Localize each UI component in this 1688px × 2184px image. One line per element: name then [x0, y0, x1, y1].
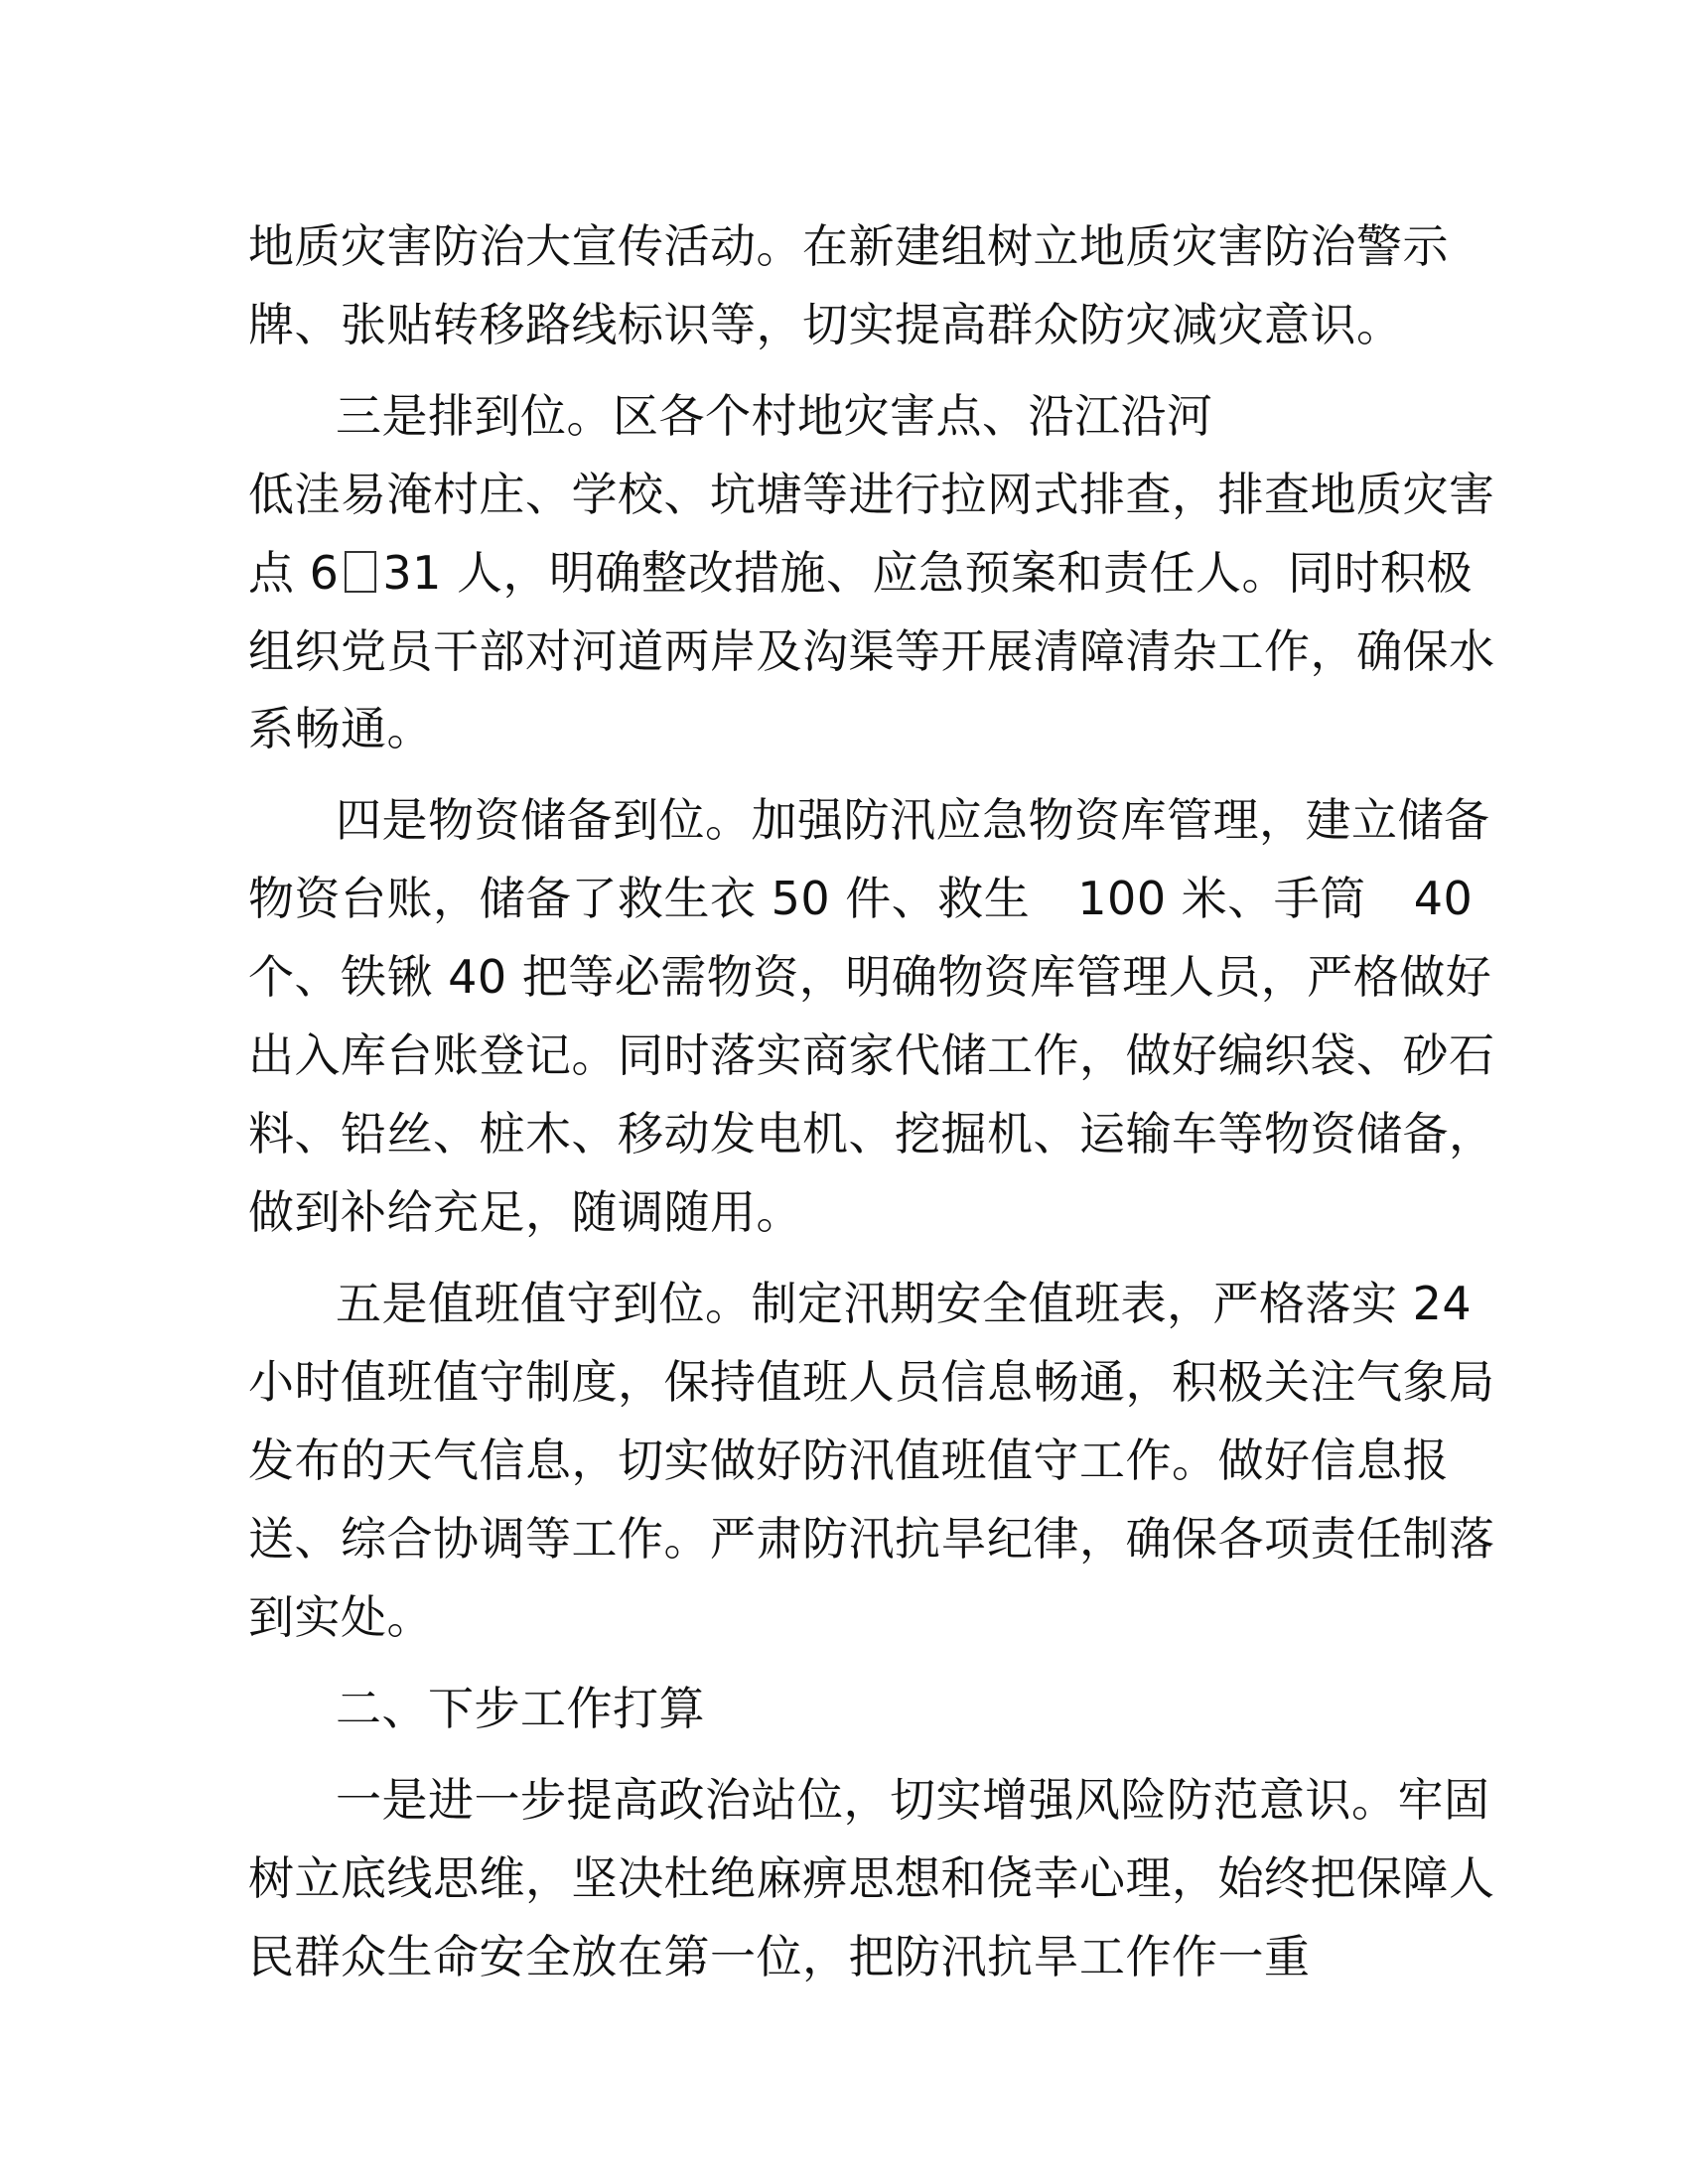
missing-glyph-box [345, 551, 376, 593]
text-fragment: 40 [1413, 872, 1474, 925]
paragraph-heading: 五是值班值守到位。制定汛期安全值班表，严格落实 24 [336, 1277, 1473, 1330]
text-line: 做到补给充足，随调随用。 [248, 1185, 802, 1239]
text-line: 系畅通。 [248, 702, 433, 755]
text-line: 民群众生命安全放在第一位，把防汛抗旱工作作一重 [248, 1930, 1311, 1983]
paragraph-heading: 三是排到位。区各个村地灾害点、沿江沿河 [336, 389, 1213, 443]
section-heading: 二、下步工作打算 [336, 1682, 705, 1735]
text-line: 送、综合协调等工作。严肃防汛抗旱纪律，确保各项责任制落 [248, 1512, 1495, 1566]
text-line [248, 871, 1473, 926]
text-line: 地质灾害防治大宣传活动。在新建组树立地质灾害防治警示 [248, 219, 1449, 273]
text-line: 组织党员干部对河道两岸及沟渠等开展清障清杂工作，确保水 [248, 624, 1495, 678]
text-line: 小时值班值守制度，保持值班人员信息畅通，积极关注气象局 [248, 1355, 1495, 1409]
text-fragment: 100 米、手筒 [1077, 872, 1366, 925]
paragraph-heading: 四是物资储备到位。加强防汛应急物资库管理，建立储备 [336, 793, 1490, 847]
text-line: 料、铅丝、桩木、移动发电机、挖掘机、运输车等物资储备， [248, 1107, 1495, 1160]
text-line: 出入库台账登记。同时落实商家代储工作，做好编织袋、砂石 [248, 1028, 1495, 1082]
text-fragment: 31 人，明确整改措施、应急预案和责任人。同时积极 [382, 546, 1474, 600]
paragraph-heading: 一是进一步提高政治站位，切实增强风险防范意识。牢固 [336, 1773, 1490, 1827]
text-line: 牌、张贴转移路线标识等，切实提高群众防灾减灾意识。 [248, 298, 1403, 351]
text-line [248, 545, 1473, 601]
text-line: 低洼易淹村庄、学校、坑塘等进行拉网式排查，排查地质灾害 [248, 468, 1495, 521]
text-fragment: 物资台账，储备了救生衣 50 件、救生 [248, 872, 1031, 925]
text-line: 到实处。 [248, 1590, 433, 1644]
text-line: 发布的天气信息，切实做好防汛值班值守工作。做好信息报 [248, 1433, 1449, 1487]
text-line: 树立底线思维，坚决杜绝麻痹思想和侥幸心理，始终把保障人 [248, 1851, 1495, 1905]
text-line: 个、铁锹 40 把等必需物资，明确物资库管理人员，严格做好 [248, 950, 1492, 1004]
text-fragment: 点 6 [248, 546, 340, 600]
